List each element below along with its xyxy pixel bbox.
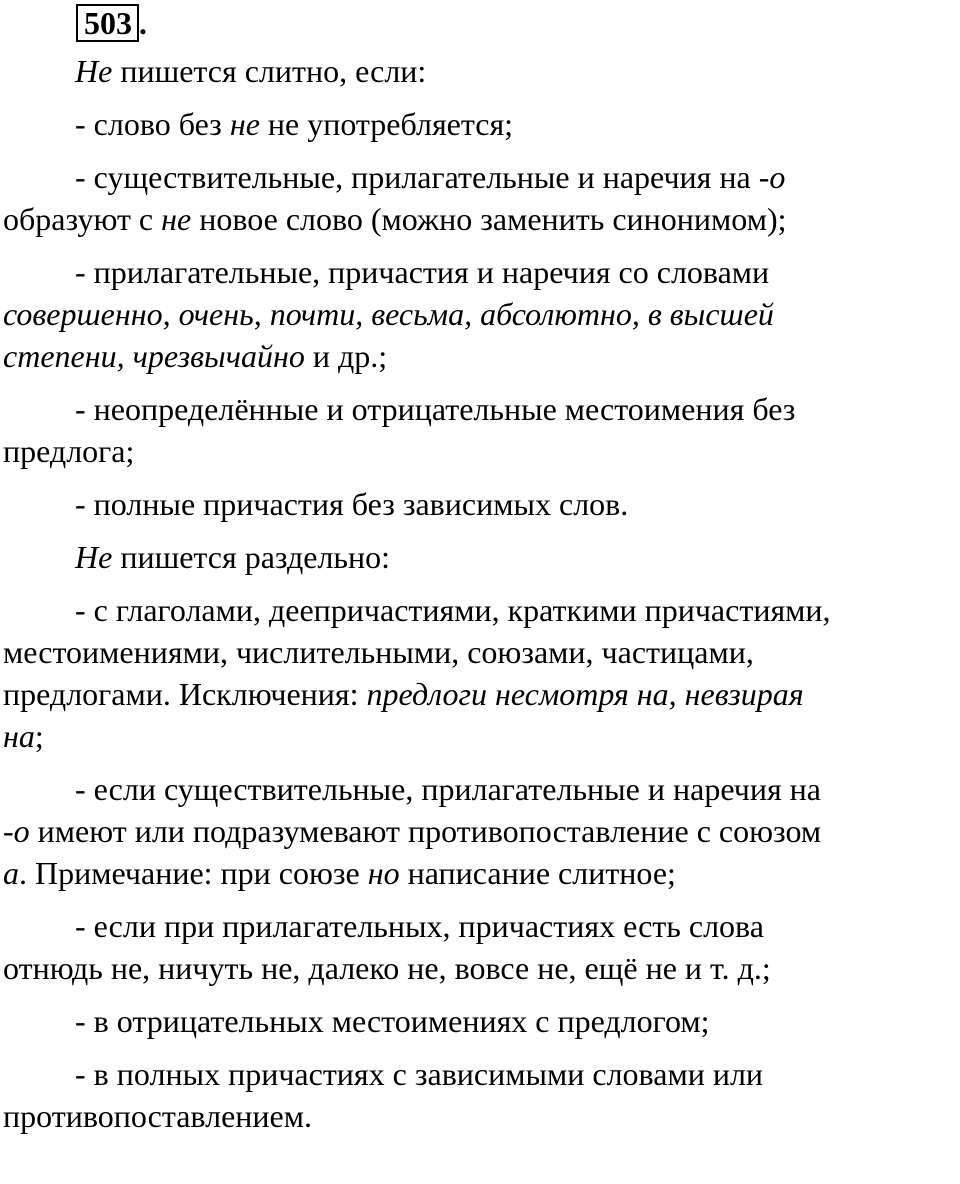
text-run: образуют с [3, 201, 162, 237]
italic-word: степени, чрезвычайно [3, 338, 305, 374]
italic-line: совершенно, очень, почти, весьма, абсолютно, в высшей [3, 296, 774, 332]
paragraph-rule-8 [3, 905, 960, 989]
text-line: противопоставлением. [3, 1098, 312, 1134]
italic-word: но [367, 855, 400, 891]
text-line: - если существительные, прилагательные и наречия на [75, 771, 821, 807]
paragraph-rule-4 [3, 388, 960, 472]
paragraph-rule-1 [3, 103, 960, 145]
italic-word: Не [75, 539, 113, 575]
text-line: - прилагательные, причастия и наречия со словами [75, 254, 770, 290]
italic-word: а [3, 855, 19, 891]
text-run: новое слово (можно заменить синонимом); [191, 201, 787, 237]
italic-word: -о [758, 159, 786, 195]
text-run: не употребляется; [259, 106, 514, 142]
paragraph-fused-intro [3, 50, 960, 92]
italic-word: на [3, 718, 35, 754]
text-run: имеют или подразумевают противопоставление с союзом [29, 813, 822, 849]
text-line: местоимениями, числительными, союзами, частицами, [3, 634, 754, 670]
text-line: - неопределённые и отрицательные местоимения без [75, 391, 796, 427]
paragraph-rule-2 [3, 156, 960, 240]
paragraph-rule-5 [3, 483, 960, 525]
text-line: предлога; [3, 433, 135, 469]
paragraph-rule-7 [3, 768, 960, 894]
exercise-number-line [3, 4, 960, 50]
italic-word: не [229, 106, 260, 142]
paragraph-separate-intro [3, 536, 960, 578]
text-run: предлогами. Исключения: [3, 676, 367, 712]
text-run: пишется слитно, если: [112, 53, 427, 89]
text-line: - в полных причастиях с зависимыми словами или [75, 1056, 764, 1092]
text-run: написание слитное; [399, 855, 676, 891]
text-run: пишется раздельно: [112, 539, 391, 575]
text-line: отнюдь не, ничуть не, далеко не, вовсе не, ещё не и т. д.; [3, 950, 771, 986]
text-line: - в отрицательных местоимениях с предлогом; [75, 1003, 710, 1039]
text-run: - слово без [75, 106, 230, 142]
paragraph-rule-6 [3, 589, 960, 757]
italic-word: -о [3, 813, 30, 849]
text-line: - полные причастия без зависимых слов. [75, 486, 629, 522]
exercise-number-dot: . [139, 5, 147, 41]
paragraph-rule-9 [3, 1000, 960, 1042]
text-line: - с глаголами, деепричастиями, краткими причастиями, [75, 592, 831, 628]
paragraph-rule-10 [3, 1053, 960, 1137]
exercise-number: 503 [76, 4, 139, 42]
italic-word: не [161, 201, 192, 237]
text-run: ; [34, 718, 44, 754]
text-run: . Примечание: при союзе [19, 855, 368, 891]
text-line: - если при прилагательных, причастиях есть слова [75, 908, 764, 944]
paragraph-rule-3 [3, 251, 960, 377]
italic-word: Не [75, 53, 113, 89]
text-run: - существительные, прилагательные и наречия на [75, 159, 759, 195]
italic-word: предлоги несмотря на, невзирая [366, 676, 804, 712]
text-run: и др.; [304, 338, 388, 374]
